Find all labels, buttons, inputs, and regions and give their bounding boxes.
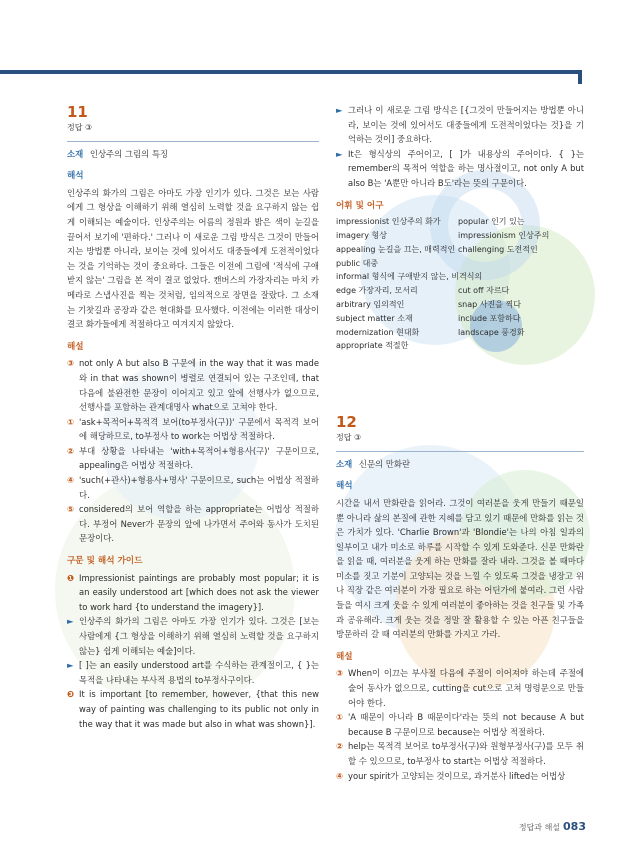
explanation-item: ③ not only A but also B 구문에 in the way that it was made와 in that was shown이 병렬로 연결되어 있는 구조인데, that 다음에 불완전한 문장이 이어지고 있고 앞에 선행사가 없으므로, 선행사를 포함하는 관계대명사 what으로 고쳐야 한다.	[67, 358, 319, 413]
guide-item: ► 인상주의 화가의 그림은 아마도 가장 인기가 있다. 그것은 [보는 사람에게 {그 형상을 이해하기 위해 열심히 노력할 것을 요구하지 않는} 쉽게 이해되는 예술]이다.	[67, 616, 319, 656]
vocab-item: cut off 자르다	[458, 286, 510, 296]
interpretation-text: 시간을 내서 만화란을 읽어라. 그것이 여러분을 웃게 만들기 때문일 뿐 아니라 삶의 본질에 관한 지혜를 담고 있기 때문에 만화를 읽는 것은 가치가 있다. 'Charlie Brown'과 'Blondie'는 나의 아침 일과의 일부이고 내가 미소로 하루를 시작할 수 있게 도와준다. 신문 만화란을 읽을 때, 여러분을 웃게 하는 만화를 잘라 내라. 그것을 볼 때마다 미소를 짓고 기분이 고양되는 것을 느낄 수 있도록 그것을 냉장고 위나 직장 같은 여러분이 가장 필요로 하는 어딘가에 붙여라. 그런 사람들을 여시 크게 웃을 수 있게 여러분이 좋아하는 것을 친구들 및 가족과 공유해라. 크게 웃는 것을 정말 잘 활용할 수 있는 아픈 친구들을 방문하러 갈 때 여러분의 만화를 가지고 가라.	[336, 497, 584, 640]
topic-text: 신문의 만화란	[358, 458, 411, 469]
guide-item: ► 그러나 이 새로운 그림 방식은 [{그것이 만들어지는 방법뿐 아니라, 보이는 것에 있어서도 대중들에게 도전적이었다는 것}을 기억하는 것이] 중요하다.	[336, 105, 584, 145]
vocab-item: subject matter 소재	[336, 313, 413, 323]
vocab-item	[458, 257, 584, 271]
interpretation-text: 인상주의 화가의 그림은 아마도 가장 인기가 있다. 그것은 보는 사람에게 그 형상을 이해하기 위해 열심히 노력할 것을 요구하지 않는 쉽게 이해되는 예술이다. 인상주의는 어름의 정원과 밝은 색이 눈길을 끌어서 보기에 '편하다.' 그러나 이 새로운 그림 방식은 그것이 만들어지는 방법뿐 아니라, 보이는 것에 있어서도 대중들에게 도전적이었다는 것을 기억하는 것이 중요하다. 그들은 이전에 그림에 '적식에 구애받지 않는' 그림을 본 적이 결코 없었다. 캔버스의 가장자리는 마치 카메라로 스냅사진을 찍는 것처럼, 임의적으로 장면을 잘랐다. 그 소재는 기찻길과 공장과 같은 현대화를 묘사했다. 이전에는 이러한 대상이 결코 화가들에게 적절하다고 여겨지지 않았다.	[67, 187, 319, 330]
vocab-item: challenging 도전적인	[458, 244, 538, 254]
answer-line: 정답 ③	[67, 123, 93, 132]
guide-item: ► [ ]는 an easily understood art를 수식하는 관계절이고, { }는 목적을 나타내는 부사적 용법의 to부정사구이다.	[67, 660, 319, 685]
vocab-item	[458, 339, 584, 353]
vocab-item: appropriate 적절한	[336, 341, 409, 351]
question-number: 12	[336, 413, 357, 432]
vocab-item: appealing 눈길을 끄는, 매력적인	[336, 244, 456, 254]
interpretation-heading: 해석	[336, 481, 353, 492]
left-column	[67, 103, 319, 731]
guide-heading: 구문 및 해석 가이드	[67, 556, 143, 567]
vocab-item: popular 인기 있는	[458, 217, 525, 227]
vocab-item: public 대중	[336, 258, 379, 268]
guide-item: ❶ Impressionist paintings are probably most popular; it is an easily understood art [which does not ask the viewer to work hard {to understand the imagery}].	[67, 572, 319, 612]
vocab-list	[336, 215, 584, 353]
topic-label: 소재	[67, 148, 84, 159]
vocab-item: include 포함하다	[458, 313, 521, 323]
topic-line	[336, 451, 584, 472]
explanation-heading: 해설	[67, 341, 84, 352]
interpretation-heading: 해석	[67, 171, 84, 182]
guide-list	[67, 571, 319, 732]
explanation-list	[67, 356, 319, 546]
header-rule	[0, 70, 582, 74]
vocab-item: imagery 형상	[336, 230, 387, 240]
vocab-item: landscape 풍경화	[458, 327, 525, 337]
page-footer	[519, 820, 586, 833]
vocab-item: snap 사진을 찍다	[458, 299, 521, 309]
vocab-item: arbitrary 임의적인	[336, 299, 405, 309]
vocab-item: informal 형식에 구애받지 않는, 비격식의	[336, 272, 483, 282]
explanation-list	[336, 666, 584, 783]
vocab-heading: 어휘 및 어구	[336, 200, 384, 211]
vocab-item: impressionist 인상주의 화가	[336, 217, 441, 227]
guide-item: ❸ It is important [to remember, however, {that this new way of painting was challenging to its public not only in the way that it was made but also in what was shown}].	[67, 689, 319, 729]
footer-label: 정답과 해설	[518, 823, 561, 832]
explanation-item: ④ your spirit가 고양되는 것이므로, 과거분사 lifted는 어법상	[336, 770, 566, 781]
page-number: 083	[563, 820, 586, 833]
topic-text: 인상주의 그림의 특징	[89, 148, 168, 159]
guide-item: ► It은 형식상의 주어이고, [ ]가 내용상의 주어이다. { }는 remember의 목적어 역할을 하는 명사절이고, not only A but also B는 'A뿐만 아니라 B도'라는 뜻의 구문이다.	[336, 148, 584, 188]
explanation-item: ② 부대 상황을 나타내는 'with+목적어+형용사(구)' 구문이므로, appealing은 어법상 적절하다.	[67, 445, 319, 471]
topic-line	[67, 141, 319, 162]
explanation-item: ④ 'such(+관사)+형용사+명사' 구문이므로, such는 어법상 적절하다.	[67, 475, 319, 500]
topic-label: 소재	[336, 458, 353, 469]
vocab-item: modernization 현대화	[336, 327, 420, 337]
explanation-item: ③ When이 이끄는 부사절 다음에 주절이 이어져야 하는데 주절에 술어 동사가 없으므로, cutting을 cut으로 고쳐 명령문으로 만들어야 한다.	[336, 668, 584, 708]
question-number: 11	[67, 103, 88, 121]
header-rule-tick	[578, 70, 582, 84]
explanation-heading: 해설	[336, 651, 353, 662]
vocab-item: edge 가장자리, 모서리	[336, 286, 418, 296]
explanation-item: ① 'A 때문이 아니라 B 때문이다'라는 뜻의 not because A but because B 구문이므로 because는 어법상 적절하다.	[336, 712, 584, 737]
vocab-item: impressionism 인상주의	[458, 230, 550, 240]
explanation-item: ⑤ considered의 보어 역할을 하는 appropriate는 어법상 적절하다. 부정어 Never가 문장의 앞에 나가면서 주어와 동사가 도치된 문장이다.	[67, 504, 319, 544]
explanation-item: ① 'ask+목적어+목적격 보어(to부정사(구))' 구문에서 목적격 보어에 해당하므로, to부정사 to work는 어법상 적절하다.	[67, 416, 319, 442]
spacer	[336, 353, 584, 413]
answer-line: 정답 ③	[336, 433, 362, 443]
right-column	[336, 103, 584, 783]
explanation-item: ② help는 목적격 보어로 to부정사(구)와 원형부정사(구)를 모두 취할 수 있으므로, to부정사 to start는 어법상 적절하다.	[336, 741, 584, 766]
